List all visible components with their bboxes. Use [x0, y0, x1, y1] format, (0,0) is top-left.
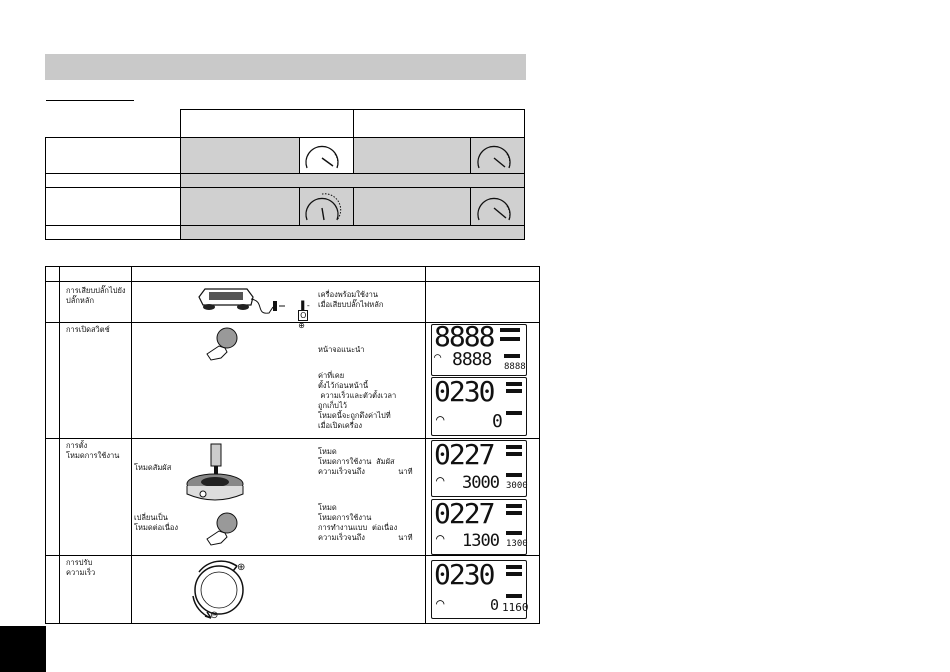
lcd-init-display: 8888 ◠ 8888 8888: [431, 324, 527, 376]
lcd-continuous-display: 0227 ◠ 1300 1300: [431, 499, 527, 555]
minus-icon: ⊖: [210, 610, 219, 621]
gauge-icon: ◠: [436, 596, 445, 612]
gauge-icon: ◠: [436, 473, 445, 489]
spec-cell: [180, 226, 525, 240]
step-label-mode: การตั้ง โหมดการใช้งาน: [66, 441, 120, 460]
step-label-speed: การปรับ ความเร็ว: [66, 558, 96, 577]
lcd-touch-display: 0227 ◠ 3000 3000: [431, 440, 527, 497]
subheading-underline: [46, 100, 134, 101]
plug-note: เครื่องพร้อมใช้งาน เมื่อเสียบปลั๊กไฟหลัก: [318, 290, 384, 309]
speed-knob-illustration: [185, 558, 257, 622]
speed-dial-icon: [303, 190, 343, 224]
page-tab-marker: [0, 626, 46, 672]
switch-off-icon: O: [300, 311, 307, 320]
speed-dial-icon: [475, 140, 515, 172]
switch-on-icon: ⊕: [298, 321, 305, 330]
speed-dial-icon: [475, 190, 515, 224]
touch-mode-label: โหมดสัมผัส: [134, 463, 172, 472]
plug-prong-icon: ▐: [298, 301, 305, 310]
section-header-bar: [45, 54, 526, 80]
step-label-plug: การเสียบปลั๊กไปยัง ปลั๊กหลัก: [66, 286, 126, 305]
lcd-adjust-display: 0230 ◠ 0 1160: [431, 560, 527, 619]
speed-dial-icon: [303, 140, 343, 172]
continuous-mode-note: โหมด โหมดการใช้งาน การทำงานแบบ ต่อเนื่อง ความเร็วจนถึง นาที: [318, 503, 413, 542]
spec-table: [45, 109, 525, 240]
power-note-saved: ค่าที่เคย ตั้งไว้ก่อนหน้านี้ ความเร็วและตัวตั้งเวลา ถูกเก็บไว้ โหมดนี้จะถูกดึงค่าไปที่ เมื่อเปิดเครื่อง: [318, 371, 397, 430]
lcd-saved-display: 0230 ◠ 0: [431, 377, 527, 436]
stirrer-device-illustration: [183, 442, 247, 504]
continuous-mode-label: เปลี่ยนเป็น โหมดต่อเนื่อง: [134, 513, 179, 532]
step-label-power: การเปิดสวิตช์: [66, 325, 110, 334]
touch-mode-note: โหมด โหมดการใช้งาน สัมผัส ความเร็วจนถึง นาที: [318, 447, 413, 476]
spec-cell: [180, 174, 525, 188]
gauge-icon: ◠: [436, 531, 445, 547]
procedure-table: การเสียบปลั๊กไปยัง ปลั๊กหลัก การเปิดสวิตช์ การตั้ง โหมดการใช้งาน การปรับ ความเร็ว ▐ - O ⊕ เครื่องพร้อมใช้งาน เมื่อเสียบปลั๊กไฟหลัก หน้าจอแนะนำ ค่าที่เคย ตั้งไว้ก่อนหน้านี้ ความเร็วและตัวตั้งเวลา ถูกเก็บไว้ โหมดนี้จะถูกดึงค่าไปที่ เมื่อเปิดเครื่อง โหมดสัมผัส เปลี่ยนเป็น โหมดต่อเนื่อง โหมด โหมดการใช้งาน สัมผัส ความเร็วจนถึง นาที โหมด โหมดการใช้งาน การทำงานแบบ ต่อเนื่อง ความเร็วจนถึง นาที ⊕ ⊖ 8888 ◠ 8888 8888 0230 ◠ 0 0227 ◠ 3000 3000 0227 ◠ 1300 1300 0230 ◠ 0 1160: [45, 266, 540, 624]
plus-icon: ⊕: [237, 562, 246, 573]
gauge-icon: ◠: [436, 412, 445, 428]
press-button-icon: [205, 326, 245, 362]
power-note-intro: หน้าจอแนะนำ: [318, 345, 365, 354]
press-button-icon: [205, 511, 245, 547]
gauge-icon: ◠: [434, 350, 442, 364]
